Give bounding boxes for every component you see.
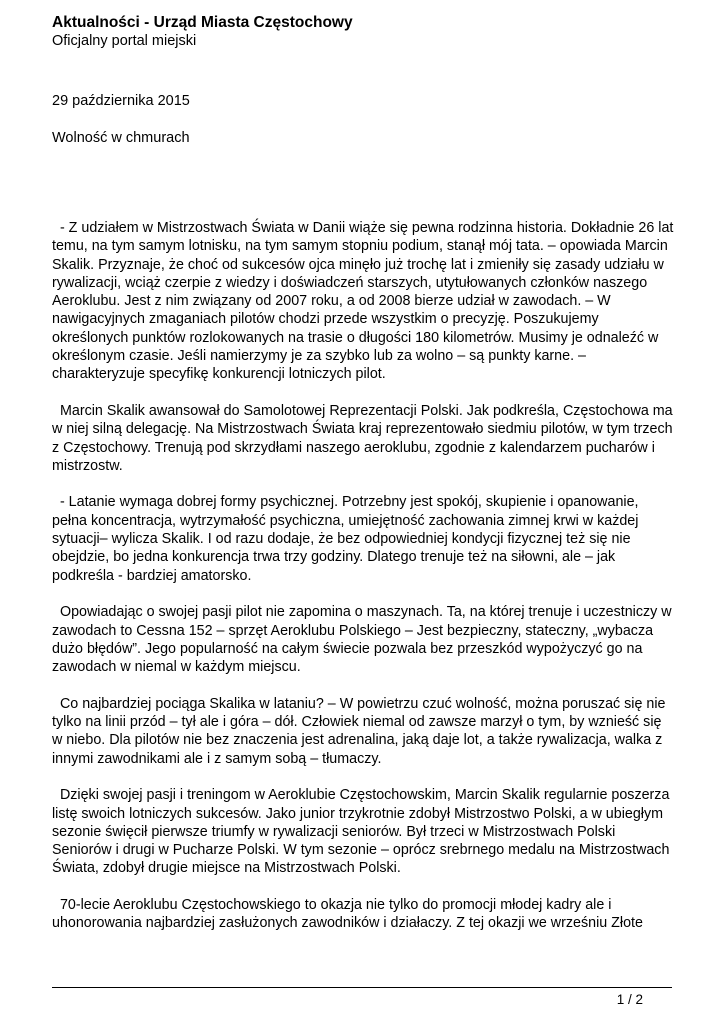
footer-divider — [52, 987, 672, 988]
article-paragraph: Opowiadając o swojej pasji pilot nie zapomina o maszynach. Ta, na której trenuje i uczestniczy w zawodach to Cessna 152 – sprzęt Aeroklubu Polskiego – Jest bezpieczny, stateczny, „wybacza dużo błędów”. Jego popularność na całym świecie pozwala bez przeszkód wypożyczyć go na zawodach w niemal w każdym miejscu. — [52, 604, 676, 676]
site-subtitle: Oficjalny portal miejski — [52, 33, 197, 49]
page-header — [52, 13, 672, 51]
article-title: Wolność w chmurach — [52, 130, 190, 146]
article-paragraph: Co najbardziej pociąga Skalika w lataniu? – W powietrzu czuć wolność, można poruszać się nie tylko na linii przód – tył ale i góra – dół. Człowiek niemal od zawsze marzył o tym, by wznieść się w niebo. Dla pilotów nie bez znaczenia jest adrenalina, jaką daje lot, a także rywalizacja, walka z innymi zawodnikami ale i z samym sobą – tłumaczy. — [52, 695, 670, 767]
page-number: 1 / 2 — [616, 992, 643, 1007]
article-paragraph: Dzięki swojej pasji i treningom w Aeroklubie Częstochowskim, Marcin Skalik regularnie poszerza listę swoich lotniczych sukcesów. Jako junior trzykrotnie zdobył Mistrzostwo Polski, a w ubiegłym sezonie święcił pierwsze triumfy w rywalizacji seniorów. Był trzeci w Mistrzostwach Polski Seniorów i drugi w Pucharze Polski. W tym sezonie – oprócz srebrnego medalu na Mistrzostwach Świata, zdobył drugie miejsce na Mistrzostwach Polski. — [52, 787, 674, 877]
article-body — [52, 219, 678, 951]
article-paragraph: 70-lecie Aeroklubu Częstochowskiego to okazja nie tylko do promocji młodej kadry ale i uhonorowania najbardziej zasłużonych zawodników i działaczy. Z tej okazji we wrześniu Złote — [52, 896, 643, 932]
site-title: Aktualności - Urząd Miasta Częstochowy — [52, 14, 353, 31]
article-paragraph: - Latanie wymaga dobrej formy psychicznej. Potrzebny jest spokój, skupienie i opanowanie, pełna koncentracja, wytrzymałość psychiczna, umiejętność zachowania zimnej krwi w każdej sytuacji– wylicza Skalik. I od razu dodaje, że bez odpowiedniej kondycji fizycznej też się nie obejdzie, bo jedna konkurencja trwa trzy godziny. Dlatego trenuje też na siłowni, ale – jak podkreśla - bardziej amatorsko. — [52, 494, 643, 584]
article-paragraph: - Z udziałem w Mistrzostwach Świata w Danii wiąże się pewna rodzinna historia. Dokładnie 26 lat temu, na tym samym lotnisku, na tym samym stopniu podium, stanął mój tata. – opowiada Marcin Skalik. Przyznaje, że choć od sukcesów ojca minęło już trochę lat i zmieniły się zasady udziału w rywalizacji, wciąż czerpie z wiedzy i doświadczeń starszych, utytułowanych członków naszego Aeroklubu. Jest z nim związany od 2007 roku, a od 2008 bierze udział w zawodach. – W nawigacyjnych zmaganiach pilotów chodzi przede wszystkim o precyzję. Poszukujemy określonych punktów rozlokowanych na trasie o długości 180 kilometrów. Musimy je odnaleźć w określonym czasie. Jeśli namierzymy je za szybko lub za wolno – są punkty karne. – charakteryzuje specyfikę konkurencji lotniczych pilot. — [52, 220, 678, 383]
article-paragraph: Marcin Skalik awansował do Samolotowej Reprezentacji Polski. Jak podkreśla, Częstochowa ma w niej silną delegację. Na Mistrzostwach Świata kraj reprezentowało siedmiu pilotów, w tym trzech z Częstochowy. Trenują pod skrzydłami naszego aeroklubu, zgodnie z kalendarzem pucharów i mistrzostw. — [52, 402, 677, 474]
article-date: 29 października 2015 — [52, 93, 190, 109]
